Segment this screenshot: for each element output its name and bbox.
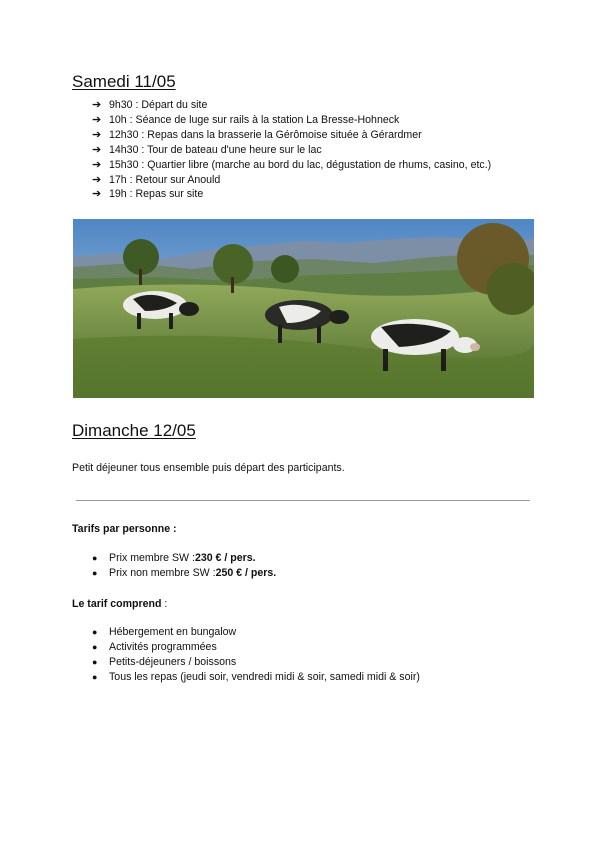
arrow-right-icon: ➔	[92, 128, 102, 141]
list-item: ● Prix non membre SW : 250 € / pers.	[92, 567, 277, 579]
includes-list	[92, 625, 420, 685]
list-item: ● Petits-déjeuners / boissons	[92, 656, 237, 668]
arrow-right-icon: ➔	[92, 113, 102, 126]
arrow-right-icon: ➔	[92, 173, 102, 186]
saturday-schedule-list	[92, 98, 491, 202]
sunday-description: Petit déjeuner tous ensemble puis départ des participants.	[72, 462, 345, 474]
list-item: ● Prix membre SW : 230 € / pers.	[92, 552, 256, 564]
arrow-right-icon: ➔	[92, 188, 102, 201]
list-item: ➔ 9h30 : Départ du site	[92, 99, 208, 111]
bullet-dot-icon: ●	[92, 672, 98, 682]
arrow-right-icon: ➔	[92, 143, 102, 156]
list-item: ➔ 17h : Retour sur Anould	[92, 173, 221, 186]
pricing-list	[92, 551, 276, 581]
list-item: ➔ 19h : Repas sur site	[92, 188, 204, 201]
bullet-dot-icon: ●	[92, 657, 98, 667]
list-item: ➔ 10h : Séance de luge sur rails à la station La Bresse-Hohneck	[92, 113, 400, 126]
arrow-right-icon: ➔	[92, 158, 102, 171]
bullet-dot-icon: ●	[92, 642, 98, 652]
list-item: ➔ 12h30 : Repas dans la brasserie la Gérômoise située à Gérardmer	[92, 128, 422, 141]
list-item: ● Hébergement en bungalow	[92, 626, 237, 638]
landscape-cows-photo	[73, 219, 534, 398]
arrow-right-icon: ➔	[92, 99, 102, 111]
bullet-dot-icon: ●	[92, 553, 98, 563]
sunday-heading: Dimanche 12/05	[72, 421, 196, 440]
list-item: ● Activités programmées	[92, 641, 217, 653]
bullet-dot-icon: ●	[92, 568, 98, 578]
horizontal-divider	[76, 500, 530, 501]
pricing-heading: Tarifs par personne :	[72, 523, 177, 535]
includes-heading: Le tarif comprend :	[72, 598, 168, 610]
bullet-dot-icon: ●	[92, 627, 98, 637]
list-item: ➔ 15h30 : Quartier libre (marche au bord du lac, dégustation de rhums, casino, etc.)	[92, 158, 492, 171]
list-item: ● Tous les repas (jeudi soir, vendredi midi & soir, samedi midi & soir)	[92, 671, 420, 683]
saturday-heading: Samedi 11/05	[72, 72, 176, 91]
list-item: ➔ 14h30 : Tour de bateau d'une heure sur le lac	[92, 143, 322, 156]
